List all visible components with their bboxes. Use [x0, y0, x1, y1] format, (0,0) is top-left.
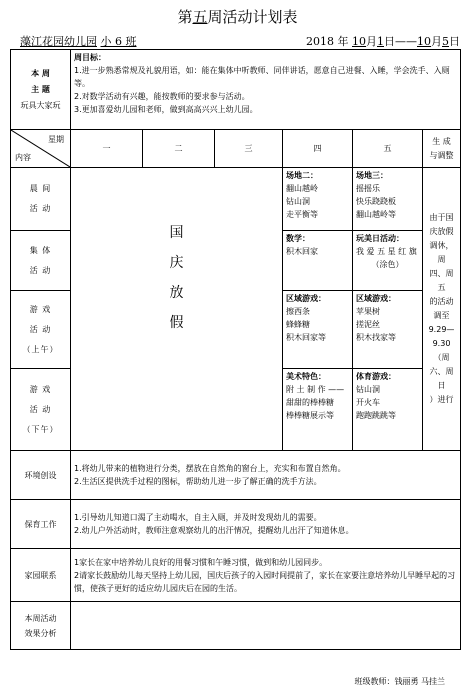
row-label-line: （上午） — [22, 344, 59, 354]
adjust-header-line: 生 成 — [432, 136, 451, 146]
note-line: 四、周五 — [429, 269, 454, 292]
row-label-line: 集 体 — [29, 245, 52, 255]
fri-play-pm-cell — [353, 369, 423, 451]
day-label: 日 — [449, 35, 460, 48]
holiday-char: 国 — [169, 225, 184, 241]
cell-item: 苹果树 — [356, 307, 380, 316]
goal-item: 2.对数学活动有兴趣，能按教师的要求参与活动。 — [74, 92, 250, 101]
cell-item: 跑跑跳跳等 — [356, 411, 396, 420]
family-row — [11, 549, 461, 602]
teachers-label: 班级教师： — [354, 677, 395, 686]
row-label-line: 活 动 — [29, 265, 52, 275]
analysis-row — [11, 602, 461, 650]
holiday-char: 庆 — [169, 255, 184, 271]
title-prefix: 第 — [177, 8, 193, 26]
weekly-plan-table — [10, 49, 461, 650]
note-line: 由于国 — [429, 213, 454, 222]
thu-play-pm-cell — [283, 369, 353, 451]
goals-cell — [71, 50, 461, 130]
cell-item: 附 土 制 作 —— — [286, 385, 345, 394]
cell-item: 快乐跷跷板 — [356, 197, 396, 206]
analysis-label — [11, 602, 71, 650]
header-week-label: 星期 — [48, 135, 64, 144]
cell-title: 体育游戏： — [356, 372, 396, 381]
theme-label-cell — [11, 50, 71, 130]
fri-play-am-cell — [353, 291, 423, 369]
kindergarten-name: 藻江花园幼儿园 — [20, 35, 97, 48]
diagonal-header-cell — [11, 130, 71, 168]
note-line: 调休，周 — [429, 241, 454, 264]
thu-play-am-cell — [283, 291, 353, 369]
fri-morning-cell — [353, 168, 423, 231]
cell-item: （涂色） — [371, 260, 404, 269]
row-label-line: （下午） — [22, 424, 59, 434]
theme-label-week: 本 周 — [31, 68, 50, 78]
title-suffix: 周活动计划表 — [207, 8, 298, 26]
class-label: 小 6 班 — [100, 35, 137, 48]
cell-title: 玩美日活动： — [356, 234, 404, 243]
day-header-thu: 四 — [283, 130, 353, 168]
goal-item: 3.更加喜爱幼儿园和老师，做到高高兴兴上幼儿园。 — [74, 105, 258, 114]
note-line: 调至 — [433, 311, 450, 320]
from-month: 10 — [352, 35, 366, 48]
from-day: 1 — [377, 35, 384, 48]
subheader — [20, 33, 460, 49]
theme-row — [11, 50, 461, 130]
to-month: 10 — [417, 35, 431, 48]
teachers-names: 钱丽勇 马挂兰 — [394, 677, 445, 686]
goal-title: 周目标： — [74, 53, 106, 62]
cell-item: 搓泥丝 — [356, 320, 380, 329]
days-header-row — [11, 130, 461, 168]
care-item: 2.幼儿户外活动时，教师注意观察幼儿的出汗情况，提醒幼儿出汗了知道休息。 — [74, 526, 354, 535]
note-line: 的活动 — [429, 297, 454, 306]
morning-label — [11, 168, 71, 231]
family-label: 家园联系 — [11, 549, 71, 602]
row-label-line: 活 动 — [29, 404, 52, 414]
thu-group-cell — [283, 231, 353, 291]
adjust-note-cell — [423, 168, 461, 451]
cell-item: 摇摇乐 — [356, 184, 380, 193]
day-header-mon: 一 — [71, 130, 143, 168]
page-title — [0, 6, 475, 27]
analysis-cell — [71, 602, 461, 650]
year: 2018 年 — [306, 35, 349, 48]
cell-item: 棒棒糖展示等 — [286, 411, 334, 420]
cell-item: 擦西条 — [286, 307, 310, 316]
environment-row — [11, 451, 461, 500]
day-header-wed: 三 — [215, 130, 283, 168]
day-header-tue: 二 — [143, 130, 215, 168]
adjust-header — [423, 130, 461, 168]
note-line: 9.30（周 — [432, 339, 451, 362]
care-label: 保育工作 — [11, 500, 71, 549]
analysis-label-line: 本周活动 — [24, 613, 57, 623]
holiday-char: 放 — [169, 285, 184, 301]
cell-title: 场地三： — [356, 171, 388, 180]
play-pm-label — [11, 369, 71, 451]
row-label-line: 活 动 — [29, 204, 52, 213]
care-row — [11, 500, 461, 549]
environment-item: 2.生活区提供洗手过程的图标，帮助幼儿进一步了解正确的洗手方法。 — [74, 477, 322, 486]
cell-item: 翻山越岭 — [286, 184, 318, 193]
note-line: 9.29— — [428, 325, 455, 334]
cell-title: 场地二： — [286, 171, 318, 180]
care-item: 1.引导幼儿知道口渴了主动喝水，自主入厕，并及时发现幼儿的需要。 — [74, 513, 322, 522]
month-label: 月 — [366, 35, 377, 48]
theme-label-main: 主 题 — [31, 84, 50, 94]
row-label-line: 活 动 — [29, 324, 52, 334]
cell-item: 钻山洞 — [286, 197, 310, 206]
header-content-label: 内容 — [15, 153, 31, 162]
family-item: 2请家长鼓励幼儿每天坚持上幼儿园，国庆后孩子的入园时间提前了，家长在家要注意培养幼儿早睡早起的习惯，使孩子更好的适应幼儿园庆后在园的生活。 — [74, 570, 456, 593]
care-cell — [71, 500, 461, 549]
date-range — [306, 33, 460, 49]
row-label-line: 游 戏 — [29, 384, 52, 394]
month-label: 月 — [431, 35, 442, 48]
cell-item: 甜甜的棒棒糖 — [286, 398, 334, 407]
cell-item: 翻山越岭等 — [356, 210, 396, 219]
group-label — [11, 231, 71, 291]
cell-title: 区域游戏： — [356, 294, 396, 303]
class-info — [20, 33, 137, 49]
day-header-fri: 五 — [353, 130, 423, 168]
analysis-label-line: 效果分析 — [24, 628, 57, 638]
cell-item: 蜂蜂糖 — [286, 320, 310, 329]
environment-cell — [71, 451, 461, 500]
family-item: 1家长在家中培养幼儿良好的用餐习惯和午睡习惯，做到和幼儿园同步。 — [74, 557, 328, 567]
environment-label: 环境创设 — [11, 451, 71, 500]
note-line: ）进行 — [429, 395, 454, 404]
date-dash: 日—— — [384, 35, 417, 48]
cell-item: 钻山洞 — [356, 385, 380, 394]
row-label-line: 晨 间 — [29, 184, 52, 193]
note-line: 六、周日 — [429, 367, 454, 390]
cell-item: 开火车 — [356, 398, 380, 407]
footer-teachers — [354, 676, 445, 687]
cell-item: 积木回家等 — [286, 333, 326, 342]
thu-morning-cell — [283, 168, 353, 231]
row-label-line: 游 戏 — [29, 304, 52, 314]
cell-title: 美术特色： — [286, 372, 326, 381]
cell-item: 积木找家等 — [356, 333, 396, 342]
family-cell — [71, 549, 461, 602]
title-week: 五 — [192, 8, 208, 26]
environment-item: 1.将幼儿带来的植物进行分类，摆放在自然角的窗台上，充实和布置自然角。 — [74, 464, 346, 473]
cell-item: 走平衡等 — [286, 210, 318, 219]
holiday-char: 假 — [169, 315, 184, 331]
morning-row — [11, 168, 461, 231]
goal-item: 1.进一步熟悉常规及礼貌用语，如：能在集体中听教师、同伴讲话，愿意自己进餐、入睡，学会洗手、入厕等。 — [74, 66, 450, 88]
cell-title: 区域游戏： — [286, 294, 326, 303]
cell-item: 积木回家 — [286, 247, 318, 256]
holiday-cell — [71, 168, 283, 451]
adjust-header-line: 与调整 — [429, 150, 454, 160]
cell-item: 我 爱 五 星 红 旗 — [356, 247, 417, 256]
cell-title: 数学： — [286, 234, 310, 243]
note-line: 庆放假 — [429, 227, 454, 236]
play-am-label — [11, 291, 71, 369]
fri-group-cell — [353, 231, 423, 291]
theme-name: 玩具大家玩 — [20, 100, 61, 110]
to-day: 5 — [442, 35, 449, 48]
